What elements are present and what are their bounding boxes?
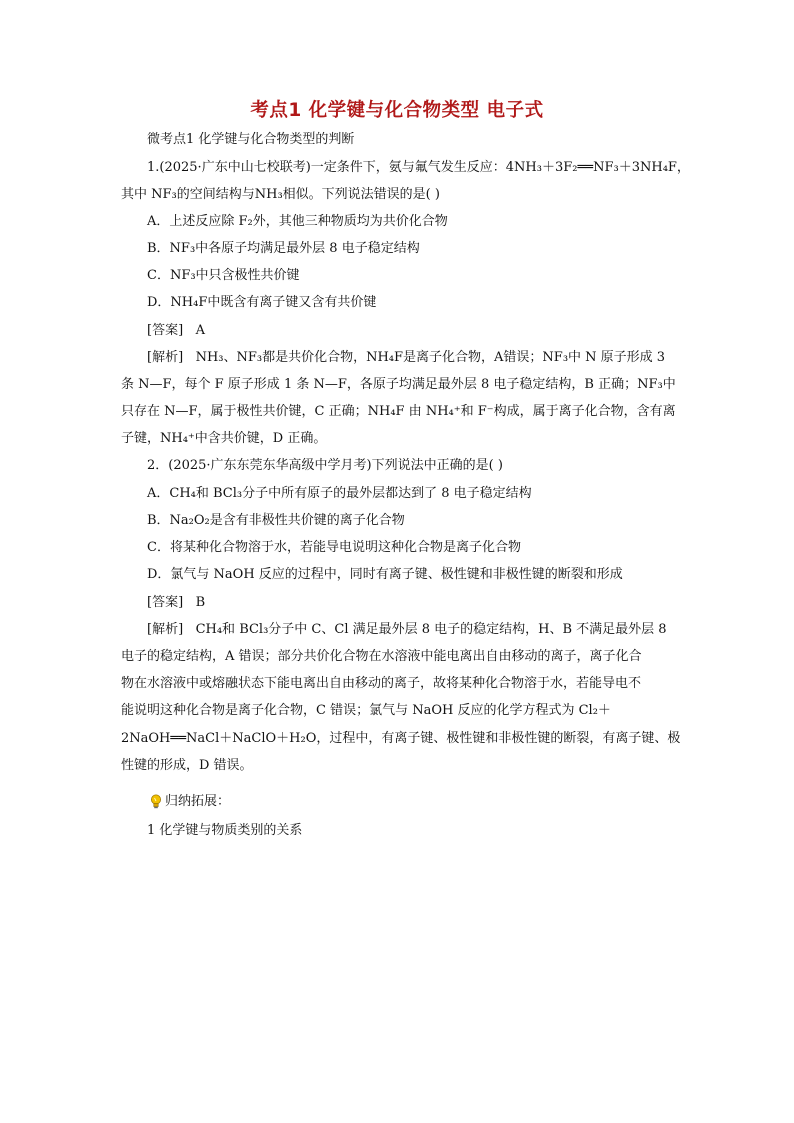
answer-value: B	[195, 595, 206, 610]
q1-stem-line2: 其中 NF₃的空间结构与NH₃相似。下列说法错误的是( )	[121, 187, 440, 202]
answer-label: [答案]	[147, 323, 184, 338]
q2-analysis-line1	[147, 621, 667, 639]
q2-analysis-line4: 能说明这种化合物是离子化合物，C 错误；氯气与 NaOH 反应的化学方程式为 Cl₂＋	[121, 703, 611, 718]
q2-option-a: A．CH₄和 BCl₃分子中所有原子的最外层都达到了 8 电子稳定结构	[147, 486, 532, 501]
analysis-text: CH₄和 BCl₃分子中 C、Cl 满足最外层 8 电子的稳定结构，H、B 不满足最外层 8	[195, 622, 667, 637]
q2-option-b: B．Na₂O₂是含有非极性共价键的离子化合物	[147, 513, 405, 528]
q1-analysis-line4: 子键，NH₄⁺中含共价键，D 正确。	[121, 431, 327, 446]
q2-analysis-line2: 电子的稳定结构，A 错误；部分共价化合物在水溶液中能电离出自由移动的离子，离子化合	[121, 649, 642, 664]
section-heading: 微考点1 化学键与化合物类型的判断	[147, 132, 355, 147]
q1-option-d: D．NH₄F中既含有离子键又含有共价键	[147, 295, 377, 310]
q1-answer	[147, 322, 205, 340]
analysis-label: [解析]	[147, 622, 184, 637]
q2-stem: 2．(2025·广东东莞东华高级中学月考)下列说法中正确的是( )	[147, 458, 503, 473]
q1-option-c: C．NF₃中只含极性共价键	[147, 268, 300, 283]
q1-option-a: A．上述反应除 F₂外，其他三种物质均为共价化合物	[147, 214, 448, 229]
q2-option-c: C．将某种化合物溶于水，若能导电说明这种化合物是离子化合物	[147, 540, 521, 555]
page-title: 考点1 化学键与化合物类型 电子式	[250, 100, 544, 121]
q2-analysis-line5: 2NaOH══NaCl＋NaClO＋H₂O，过程中，有离子键、极性键和非极性键的断裂，有离子键、极	[121, 731, 681, 746]
q2-answer	[147, 594, 205, 612]
q1-option-b: B．NF₃中各原子均满足最外层 8 电子稳定结构	[147, 241, 420, 256]
q2-analysis-line3: 物在水溶液中或熔融状态下能电离出自由移动的离子，故将某种化合物溶于水，若能导电不	[121, 676, 642, 691]
summary-label: 归纳拓展：	[165, 794, 231, 809]
q1-analysis-line2: 条 N—F，每个 F 原子形成 1 条 N—F，各原子均满足最外层 8 电子稳定结构，B 正确；NF₃中	[121, 377, 676, 392]
answer-value: A	[195, 323, 205, 338]
analysis-label: [解析]	[147, 350, 184, 365]
q2-option-d: D．氯气与 NaOH 反应的过程中，同时有离子键、极性键和非极性键的断裂和形成	[147, 567, 623, 582]
q1-analysis-line1	[147, 349, 665, 367]
lightbulb-icon	[149, 793, 163, 811]
summary-item: 1 化学键与物质类别的关系	[147, 823, 303, 838]
q1-analysis-line3: 只存在 N—F，属于极性共价键，C 正确；NH₄F 由 NH₄⁺和 F⁻构成，属于离子化合物，含有离	[121, 404, 676, 419]
q2-analysis-line6: 性键的形成，D 错误。	[121, 758, 253, 773]
answer-label: [答案]	[147, 595, 184, 610]
analysis-text: NH₃、NF₃都是共价化合物，NH₄F是离子化合物，A错误；NF₃中 N 原子形成 3	[195, 350, 666, 365]
q1-stem-line1: 1.(2025·广东中山七校联考)一定条件下，氨与氟气发生反应：4NH₃＋3F₂══NF₃＋3NH₄F，	[147, 160, 690, 175]
